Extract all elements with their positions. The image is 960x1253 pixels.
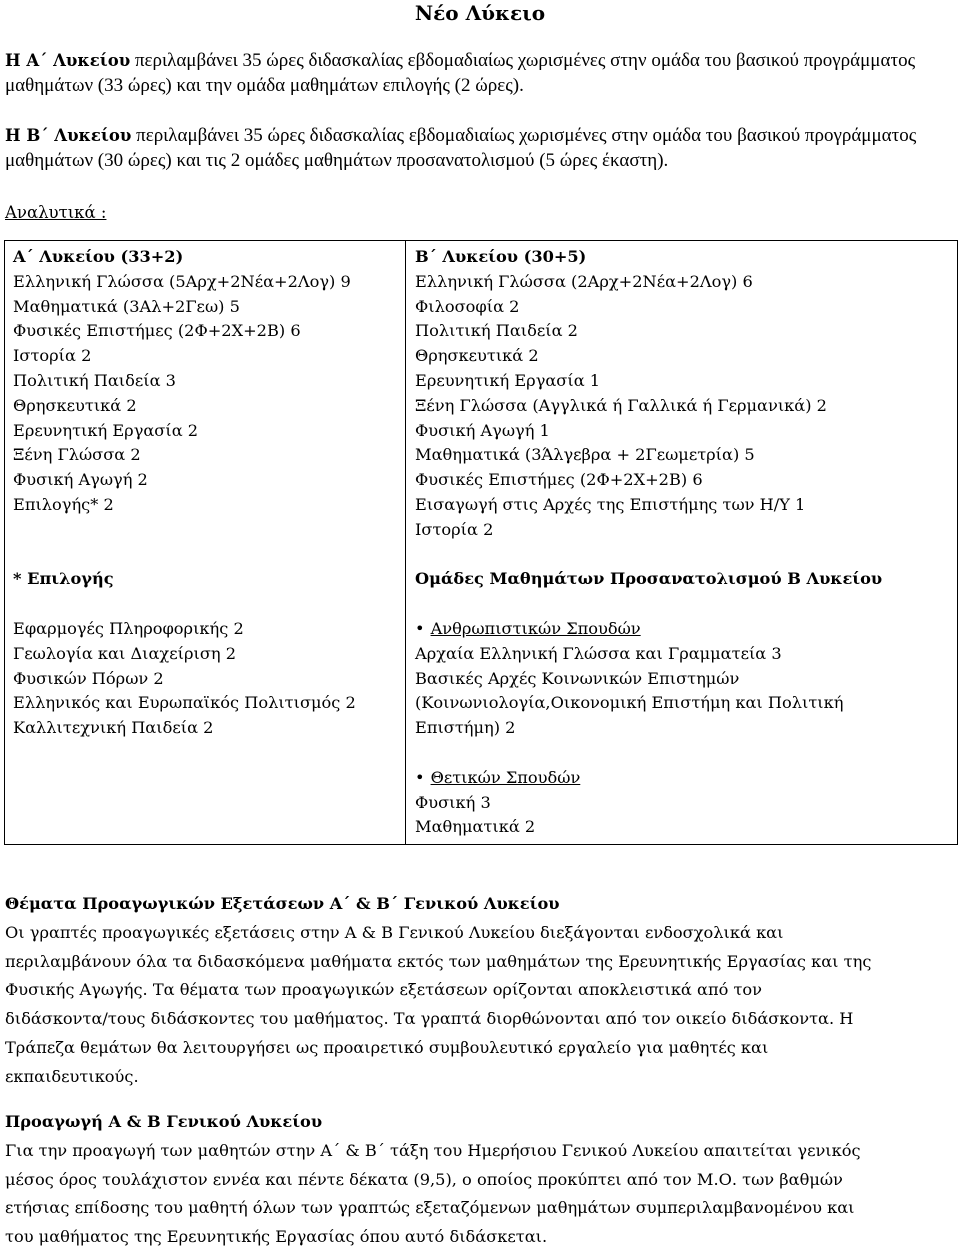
col-a-header: Α΄ Λυκείου (33+2) (13, 247, 184, 266)
orientation-group-humanities (415, 617, 955, 642)
exams-line: Οι γραπτές προαγωγικές εξετάσεις στην Α & Β Γενικού Λυκείου διεξάγονται ενδοσχολικά και (5, 922, 784, 942)
col-b-item: Θρησκευτικά 2 (415, 346, 539, 366)
exams-section (5, 890, 955, 1092)
page-title: Νέο Λύκειο (414, 1, 546, 25)
col-b-item: Φιλοσοφία 2 (415, 296, 520, 316)
exams-line: περιλαμβάνουν όλα τα διδασκόμενα μαθήματα εκτός των μαθημάτων της Ερευνητικής Εργασίας και της (5, 951, 872, 971)
promotion-line: του μαθήματος της Ερευνητικής Εργασίας όπου αυτό διδάσκεται. (5, 1227, 548, 1247)
col-b-item: Φυσική Αγωγή 1 (415, 420, 550, 440)
exams-line: Τράπεζα θεμάτων θα λειτουργήσει ως προαιρετικό συμβουλευτικό εργαλείο για μαθητές και (5, 1037, 769, 1057)
humanities-item: (Κοινωνιολογία,Οικονομική Επιστήμη και Πολιτική (415, 693, 844, 713)
sciences-item: Φυσική 3 (415, 792, 491, 812)
column-a-lykeiou (13, 245, 398, 741)
col-b-item: Ξένη Γλώσσα (Αγγλικά ή Γαλλικά ή Γερμανικά) 2 (415, 395, 827, 415)
col-a-item: Ιστορία 2 (13, 346, 92, 366)
column-b-lykeiou (415, 245, 955, 840)
col-b-item: Μαθηματικά (3Άλγεβρα + 2Γεωμετρία) 5 (415, 445, 755, 465)
intro-a-bold: Η Α΄ Λυκείου (5, 51, 131, 70)
intro-a-text: περιλαμβάνει 35 ώρες διδασκαλίας εβδομαδιαίως χωρισμένες στην ομάδα του βασικού προγράμματος μαθημάτων (33 ώρες) και την ομάδα μαθημάτων επιλογής (2 ώρες). (5, 50, 916, 96)
col-a-item: Ελληνική Γλώσσα (5Αρχ+2Νέα+2Λογ) 9 (13, 271, 351, 291)
col-a-elective: Γεωλογία και Διαχείριση 2 (13, 643, 237, 663)
sciences-item: Μαθηματικά 2 (415, 817, 536, 837)
humanities-item: Επιστήμη) 2 (415, 718, 516, 738)
col-a-elective-header: * Επιλογής (13, 569, 114, 589)
col-a-item: Ερευνητική Εργασία 2 (13, 420, 199, 440)
col-a-elective: Φυσικών Πόρων 2 (13, 668, 164, 688)
exams-line: Φυσικής Αγωγής. Τα θέματα των προαγωγικών εξετάσεων ορίζονται αποκλειστικά από τον (5, 980, 763, 1000)
intro-paragraph-a (5, 48, 955, 98)
details-label: Αναλυτικά : (5, 203, 107, 222)
column-divider (405, 241, 406, 844)
exams-line: διδάσκοντα/τους διδάσκοντες του μαθήματος. Τα γραπτά διορθώνονται από τον οικείο διδάσκοντα. Η (5, 1009, 854, 1029)
curriculum-table (4, 240, 958, 845)
col-a-elective: Καλλιτεχνική Παιδεία 2 (13, 718, 214, 738)
col-b-item: Πολιτική Παιδεία 2 (415, 321, 578, 341)
promotion-section (5, 1108, 955, 1252)
col-b-orientation-header: Ομάδες Μαθημάτων Προσανατολισμού Β Λυκείου (415, 569, 883, 589)
humanities-item: Βασικές Αρχές Κοινωνικών Επιστημών (415, 668, 740, 688)
humanities-title: Ανθρωπιστικών Σπουδών (430, 618, 641, 638)
col-b-item: Φυσικές Επιστήμες (2Φ+2Χ+2Β) 6 (415, 470, 703, 490)
col-a-item: Μαθηματικά (3Αλ+2Γεω) 5 (13, 296, 240, 316)
orientation-group-sciences (415, 766, 955, 791)
col-b-item: Ερευνητική Εργασία 1 (415, 370, 601, 390)
col-b-header: Β΄ Λυκείου (30+5) (415, 247, 587, 266)
sciences-title: Θετικών Σπουδών (430, 767, 581, 787)
exams-heading: Θέματα Προαγωγικών Εξετάσεων Α΄ & Β΄ Γενικού Λυκείου (5, 894, 560, 913)
col-a-item: Ξένη Γλώσσα 2 (13, 445, 141, 465)
humanities-item: Αρχαία Ελληνική Γλώσσα και Γραμματεία 3 (415, 643, 782, 663)
col-a-elective: Ελληνικός και Ευρωπαϊκός Πολιτισμός 2 (13, 693, 356, 713)
intro-b-text: περιλαμβάνει 35 ώρες διδασκαλίας εβδομαδιαίως χωρισμένες στην ομάδα του βασικού προγράμματος μαθημάτων (30 ώρες) και τις 2 ομάδες μαθημάτων προσανατολισμού (5 ώρες έκαστη). (5, 125, 917, 171)
promotion-line: Για την προαγωγή των μαθητών στην Α΄ & Β΄ τάξη του Ημερήσιου Γενικού Λυκείου απαιτείται γενικός (5, 1140, 861, 1160)
col-a-item: Πολιτική Παιδεία 3 (13, 370, 176, 390)
col-b-item: Ελληνική Γλώσσα (2Αρχ+2Νέα+2Λογ) 6 (415, 271, 753, 291)
promotion-line: μέσος όρος τουλάχιστον εννέα και πέντε δέκατα (9,5), ο οποίος προκύπτει από τον Μ.Ο. των βαθμών (5, 1169, 843, 1189)
col-b-item: Ιστορία 2 (415, 519, 494, 539)
col-a-item: Θρησκευτικά 2 (13, 395, 137, 415)
promotion-line: ετήσιας επίδοσης του μαθητή όλων των γραπτώς εξεταζόμενων μαθημάτων συμπεριλαμβανομένου και (5, 1198, 855, 1218)
col-a-item: Φυσική Αγωγή 2 (13, 470, 148, 490)
intro-paragraph-b (5, 123, 955, 173)
col-a-item: Επιλογής* 2 (13, 494, 114, 514)
col-a-elective: Εφαρμογές Πληροφορικής 2 (13, 618, 244, 638)
promotion-heading: Προαγωγή Α & Β Γενικού Λυκείου (5, 1112, 323, 1131)
intro-b-bold: Η Β΄ Λυκείου (5, 126, 132, 145)
col-b-item: Εισαγωγή στις Αρχές της Επιστήμης των Η/Υ 1 (415, 494, 806, 514)
exams-line: εκπαιδευτικούς. (5, 1066, 139, 1086)
col-a-item: Φυσικές Επιστήμες (2Φ+2Χ+2Β) 6 (13, 321, 301, 341)
